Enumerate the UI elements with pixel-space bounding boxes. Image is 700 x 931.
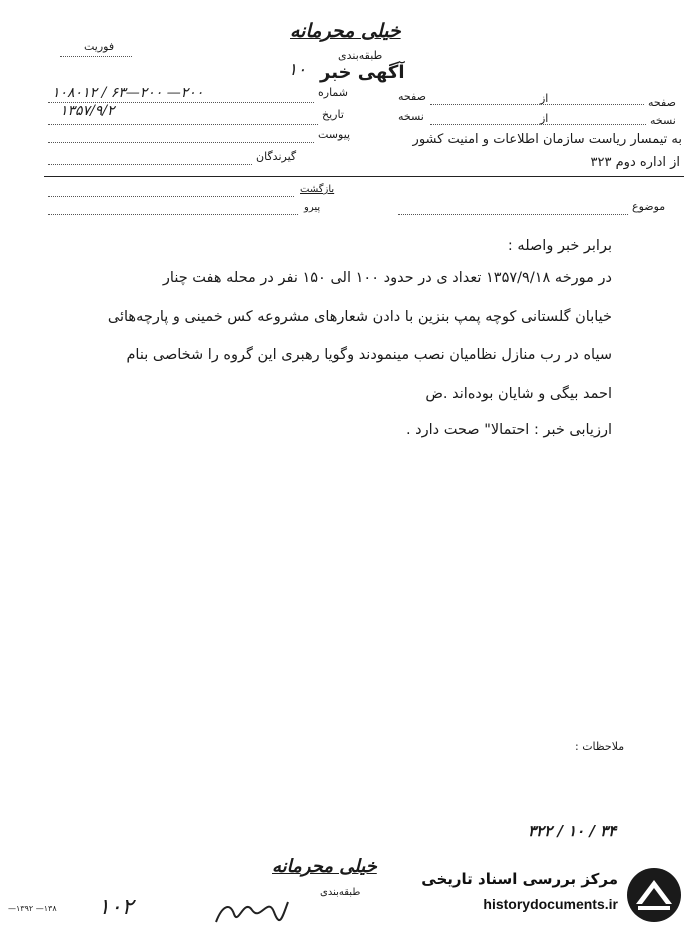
date-line — [48, 124, 318, 125]
archive-logo-icon — [624, 866, 684, 924]
reference-label: بازگشت — [300, 184, 335, 195]
page-label-left: صفحه — [398, 90, 426, 103]
archive-org-name: مرکز بررسی اسناد تاریخی — [421, 870, 618, 888]
copy-label-left: نسخه — [398, 110, 424, 123]
assessment-line: ارزیابی خبر : احتمالا" صحت دارد . — [405, 422, 612, 438]
body-line-2: در مورخه ۱۳۵۷/۹/۱۸ تعداد ی در حدود ۱۰۰ الی ۱۵۰ نفر در محله هفت چنار — [162, 270, 612, 286]
classification-label-footer: طبقه‌بندی — [320, 887, 361, 898]
recipients-label: گیرندگان — [256, 150, 297, 163]
classification-header: خیلی محرمانه — [290, 20, 401, 42]
receipt-stamp: ۳۲۲ / ۱۰ / ۳۴ — [528, 822, 617, 840]
page-line — [430, 104, 644, 105]
copy-of: از — [540, 112, 549, 125]
addressee: به تیمسار ریاست سازمان اطلاعات و امنیت کشور — [412, 132, 682, 147]
page-label-right: صفحه — [648, 96, 676, 109]
attachment-line — [48, 142, 314, 143]
signature — [212, 892, 292, 928]
urgency-label: فوریت — [84, 40, 115, 53]
archive-url: historydocuments.ir — [483, 896, 618, 912]
body-line-4: سیاه در رب منازل نظامیان نصب مینمودند وگویا رهبری این گروه را شخاصی بنام — [126, 347, 612, 363]
subject-line — [398, 214, 628, 215]
archive-watermark — [418, 864, 688, 926]
date-value: ۱۳۵۷/۹/۲ — [60, 103, 115, 119]
body-line-5: احمد بیگی و شایان بوده‌اند .ض — [425, 386, 612, 402]
classification-label-header: طبقه‌بندی — [338, 49, 383, 62]
attachment-label: پیوست — [318, 128, 351, 141]
date-label: تاریخ — [322, 108, 344, 121]
page-marker: ۱۰۲ — [98, 895, 134, 920]
doc-type-number: ۱۰ — [288, 60, 307, 80]
form-code: —۱۳۹۲ —۱۳۸ — [8, 904, 57, 913]
followup-label: پیرو — [304, 202, 321, 213]
doc-type-title: آگهی خبر — [320, 62, 405, 83]
followup-line — [48, 214, 298, 215]
from-line: از اداره دوم ۳۲۳ — [590, 155, 680, 170]
remarks-label: ملاحظات : — [575, 740, 625, 753]
reference-line — [48, 196, 294, 197]
classification-footer: خیلی محرمانه — [272, 856, 377, 877]
subject-label: موضوع — [632, 200, 666, 213]
body-line-1: برابر خبر واصله : — [507, 238, 612, 254]
number-value: ۱۰۸۰۱۲ / ۶۳—۲۰۰ —۲۰۰ — [52, 85, 204, 101]
header-divider — [44, 176, 684, 177]
copy-line — [430, 124, 646, 125]
number-label: شماره — [318, 86, 349, 99]
recipients-line — [48, 164, 252, 165]
page-of: از — [540, 92, 549, 105]
copy-label-right: نسخه — [650, 114, 676, 127]
body-line-3: خیابان گلستانی کوچه پمپ بنزین با دادن شعارهای مشروعه کس خمینی و پارچه‌هائی — [107, 309, 612, 325]
urgency-line — [60, 56, 132, 57]
